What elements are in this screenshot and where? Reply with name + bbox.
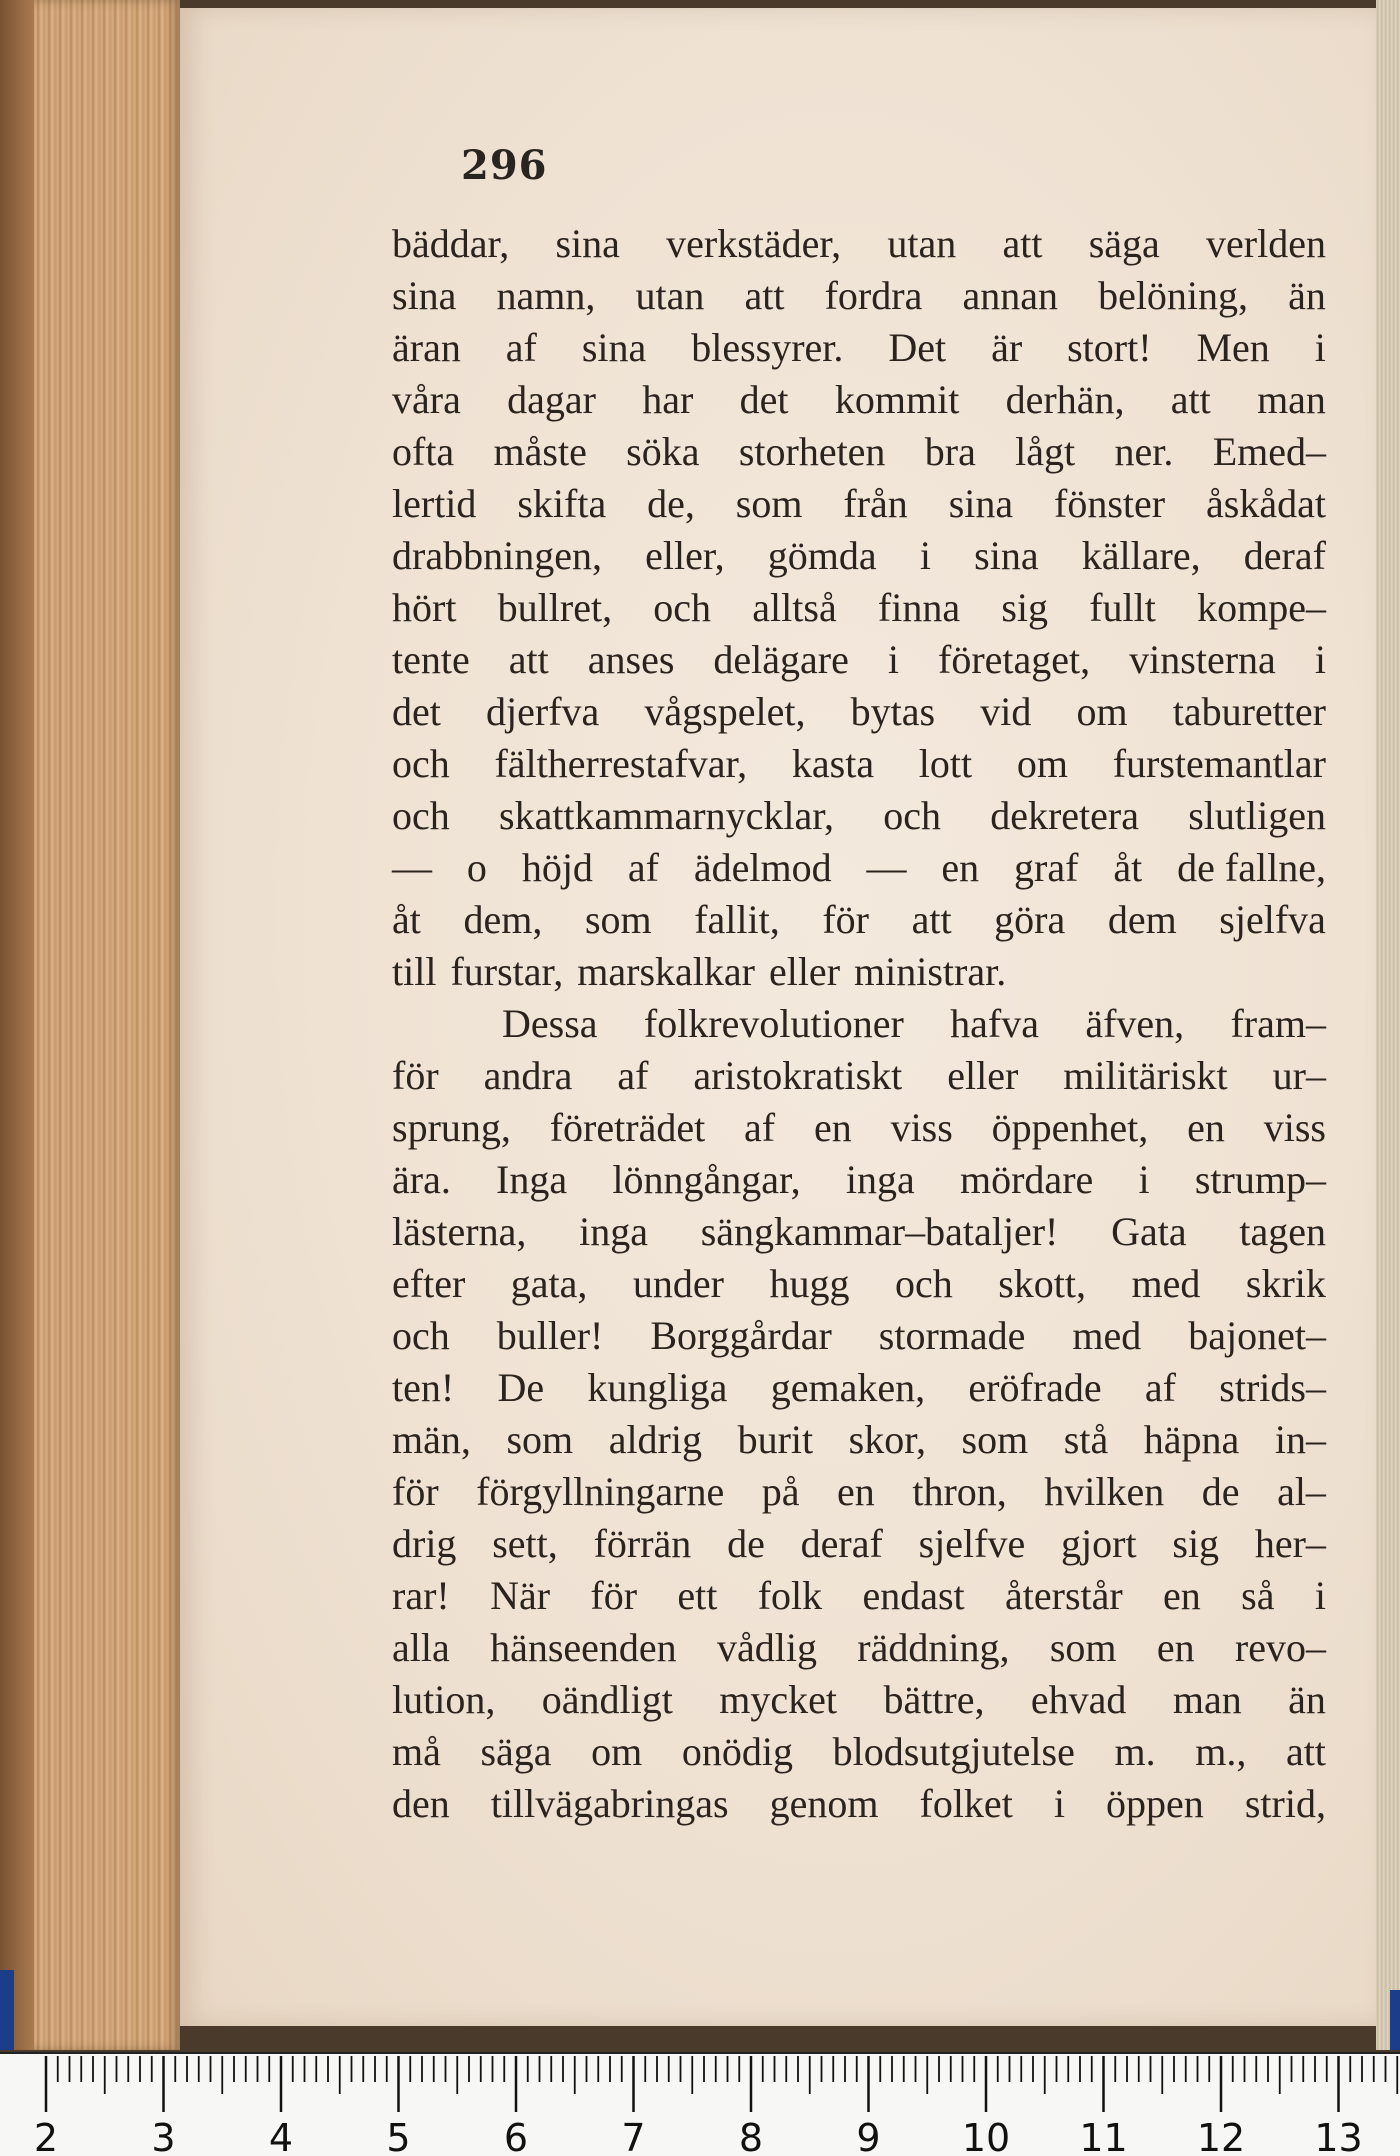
word: eller	[768, 949, 841, 994]
word: de	[1201, 1469, 1240, 1514]
word: militäriskt	[1063, 1053, 1228, 1098]
word: efter	[392, 1261, 466, 1306]
word: att	[1170, 377, 1211, 422]
word: än	[1288, 1677, 1326, 1722]
ruler-label: 3	[151, 2116, 176, 2156]
word: her–	[1254, 1521, 1326, 1566]
word: som	[1049, 1625, 1117, 1670]
word: en	[1156, 1625, 1195, 1670]
word: eller	[947, 1053, 1019, 1098]
word: företaget,	[938, 637, 1091, 682]
word: våra	[392, 377, 461, 422]
word: furstar,	[450, 949, 564, 994]
word: ofta	[392, 429, 455, 474]
word: att	[508, 637, 549, 682]
word: tagen	[1239, 1209, 1326, 1254]
text-line	[392, 1778, 1326, 1830]
word: viss	[1263, 1105, 1326, 1150]
word: som	[735, 481, 803, 526]
word: dem	[1107, 897, 1177, 942]
word: vådlig	[716, 1625, 817, 1670]
word: anses	[587, 637, 675, 682]
word: sängkammar–bataljer!	[700, 1209, 1059, 1254]
word: blessyrer.	[691, 325, 844, 370]
word: dagar	[507, 377, 596, 422]
word: burit	[737, 1417, 814, 1462]
word: af	[744, 1105, 776, 1150]
word: från	[843, 481, 908, 526]
word: för	[392, 1469, 439, 1514]
word: fönster	[1054, 481, 1166, 526]
word: att	[911, 897, 952, 942]
word: fullt	[1089, 585, 1156, 630]
word: —	[392, 845, 432, 890]
word: företrädet	[549, 1105, 706, 1150]
word: furstemantlar	[1112, 741, 1326, 786]
word: eröfrade	[968, 1365, 1102, 1410]
word: om	[591, 1729, 643, 1774]
blue-ribbon-marker-right	[1390, 1990, 1400, 2050]
text-line	[392, 1206, 1326, 1258]
word: i	[1314, 325, 1326, 370]
word: aldrig	[608, 1417, 702, 1462]
word: är	[991, 325, 1023, 370]
word: Det	[888, 325, 947, 370]
word: och	[894, 1261, 953, 1306]
word: med	[1072, 1313, 1142, 1358]
word: taburetter	[1172, 689, 1326, 734]
word: måste	[493, 429, 587, 474]
word: sett,	[492, 1521, 558, 1566]
text-line	[392, 218, 1326, 270]
word: som	[506, 1417, 574, 1462]
word: sprung,	[392, 1105, 511, 1150]
word: af	[627, 845, 659, 890]
ruler-label: 13	[1314, 2116, 1363, 2156]
text-line	[392, 1050, 1326, 1102]
text-line	[392, 582, 1326, 634]
text-line	[392, 426, 1326, 478]
word: sina	[948, 481, 1014, 526]
word: bäddar,	[392, 221, 510, 266]
word: När	[490, 1573, 551, 1618]
word: storheten	[738, 429, 886, 474]
word: bytas	[850, 689, 936, 734]
word: genom	[769, 1781, 879, 1826]
word: strid,	[1244, 1781, 1326, 1826]
word: af	[505, 325, 537, 370]
word: om	[1016, 741, 1068, 786]
word: källare,	[1081, 533, 1201, 578]
word: den	[392, 1781, 450, 1826]
word: kompe–	[1197, 585, 1326, 630]
word: gömda	[767, 533, 877, 578]
ruler-label: 5	[386, 2116, 411, 2156]
word: en	[1187, 1105, 1225, 1150]
word: m.	[1114, 1729, 1156, 1774]
word: de,	[647, 481, 695, 526]
word: stormade	[878, 1313, 1026, 1358]
word: hugg	[769, 1261, 850, 1306]
word: om	[1076, 689, 1128, 734]
word: sig	[1172, 1521, 1220, 1566]
word: delägare	[713, 637, 849, 682]
ruler-label: 11	[1079, 2116, 1128, 2156]
page-number: 296	[461, 142, 548, 189]
word: sina	[581, 325, 647, 370]
word: lönngångar,	[612, 1157, 801, 1202]
word: man	[1257, 377, 1326, 422]
word: att	[1285, 1729, 1326, 1774]
ruler-label: 10	[961, 2116, 1011, 2156]
word: af	[617, 1053, 649, 1098]
word: kungliga	[587, 1365, 728, 1410]
word: hört	[392, 585, 457, 630]
word: må	[392, 1729, 441, 1774]
word: som	[584, 897, 652, 942]
word: al–	[1277, 1469, 1326, 1514]
word: i	[919, 533, 931, 578]
word: så	[1241, 1573, 1275, 1618]
word: och	[653, 585, 712, 630]
word: af	[1144, 1365, 1176, 1410]
word: derhän,	[1005, 377, 1125, 422]
word: sjelfve	[918, 1521, 1026, 1566]
word: Dessa	[502, 1001, 598, 1046]
word: under	[632, 1261, 724, 1306]
word: och	[392, 741, 450, 786]
word: räddning,	[857, 1625, 1010, 1670]
word: marskalkar	[577, 949, 755, 994]
word: lertid	[392, 481, 477, 526]
word: viss	[890, 1105, 953, 1150]
word: oändligt	[541, 1677, 673, 1722]
text-line	[392, 1622, 1326, 1674]
word: lution,	[392, 1677, 496, 1722]
word: hafva	[950, 1001, 1039, 1046]
word: m.,	[1195, 1729, 1247, 1774]
word: höjd	[521, 845, 593, 890]
word: utan	[887, 221, 957, 266]
word: för	[590, 1573, 638, 1618]
word: män,	[392, 1417, 471, 1462]
word: de	[727, 1521, 765, 1566]
word: än	[1288, 273, 1326, 318]
word: förgyllningarne	[476, 1469, 725, 1514]
text-line	[392, 1414, 1326, 1466]
word: ädelmod	[693, 845, 832, 890]
word: sina	[392, 273, 457, 318]
word: lästerna,	[392, 1209, 527, 1254]
word: skott,	[998, 1261, 1087, 1306]
text-line	[392, 998, 1326, 1050]
word: verkstäder,	[666, 221, 842, 266]
word: bra	[924, 429, 976, 474]
text-line	[392, 1674, 1326, 1726]
word: De	[497, 1365, 545, 1410]
word: en	[837, 1469, 875, 1514]
word: gemaken,	[770, 1365, 926, 1410]
word: äfven,	[1085, 1001, 1185, 1046]
word: deraf	[1243, 533, 1326, 578]
word: alltså	[752, 585, 837, 630]
text-line	[392, 478, 1326, 530]
word: stå	[1063, 1417, 1109, 1462]
ruler-label: 6	[503, 2116, 529, 2156]
ruler-label: 2	[33, 2116, 59, 2156]
text-line	[392, 1362, 1326, 1414]
word: bajonet–	[1188, 1313, 1326, 1358]
text-line	[392, 686, 1326, 738]
word: utan	[635, 273, 705, 318]
word: bullret,	[497, 585, 613, 630]
word: ära.	[392, 1157, 451, 1202]
word: det	[739, 377, 789, 422]
word: inga	[845, 1157, 915, 1202]
text-line	[392, 1726, 1326, 1778]
text-line	[392, 790, 1326, 842]
word: för	[822, 897, 869, 942]
word: deraf	[800, 1521, 883, 1566]
measurement-ruler	[0, 2052, 1400, 2156]
word: söka	[626, 429, 700, 474]
word: sina	[555, 221, 620, 266]
word: för	[392, 1053, 439, 1098]
word: säga	[1088, 221, 1160, 266]
word: en	[813, 1105, 852, 1150]
text-line	[392, 842, 1326, 894]
word: finna	[877, 585, 961, 630]
word: slutligen	[1188, 793, 1326, 838]
word: man	[1172, 1677, 1242, 1722]
word: äran	[392, 325, 461, 370]
text-line	[392, 270, 1326, 322]
word: strids–	[1219, 1365, 1326, 1410]
word: skor,	[848, 1417, 926, 1462]
word: Borggårdar	[650, 1313, 832, 1358]
ruler-label: 12	[1196, 2116, 1246, 2156]
word: kommit	[834, 377, 960, 422]
word: bättre,	[883, 1677, 985, 1722]
word: en	[1163, 1573, 1201, 1618]
word: Emed–	[1212, 429, 1326, 474]
ruler-label: 9	[856, 2116, 881, 2156]
word: på	[761, 1469, 800, 1514]
text-line	[392, 374, 1326, 426]
word: drabbningen,	[392, 533, 602, 578]
word: revo–	[1234, 1625, 1326, 1670]
word: endast	[862, 1573, 965, 1618]
word: göra	[994, 897, 1066, 942]
word: tillvägabringas	[490, 1781, 729, 1826]
word: att	[744, 273, 785, 318]
text-line	[392, 1154, 1326, 1206]
word: hvilken	[1044, 1469, 1165, 1514]
word: Gata	[1111, 1209, 1187, 1254]
word: folket	[919, 1781, 1013, 1826]
word: åskådat	[1206, 481, 1326, 526]
word: —	[866, 845, 907, 890]
word: Inga	[496, 1157, 568, 1202]
word: sjelfva	[1219, 897, 1326, 942]
word: buller!	[496, 1313, 604, 1358]
word: och	[392, 1313, 450, 1358]
word: skattkammarnycklar,	[499, 793, 834, 838]
word: rar!	[392, 1573, 450, 1618]
word: i	[1314, 1573, 1326, 1618]
word: förrän	[593, 1521, 692, 1566]
word: med	[1131, 1261, 1201, 1306]
word: gjort	[1061, 1521, 1137, 1566]
text-line	[392, 634, 1326, 686]
word: vid	[980, 689, 1032, 734]
word: sig	[1001, 585, 1049, 630]
text-line	[392, 322, 1326, 374]
text-line	[392, 530, 1326, 582]
word: Men	[1196, 325, 1270, 370]
word: ner.	[1114, 429, 1174, 474]
word: skrik	[1245, 1261, 1326, 1306]
blue-ribbon-marker	[0, 1970, 14, 2050]
word: en	[941, 845, 980, 890]
word: fram–	[1230, 1001, 1326, 1046]
word: vågspelet,	[644, 689, 806, 734]
word: i	[887, 637, 899, 682]
word: lott	[918, 741, 973, 786]
word: i	[1314, 637, 1326, 682]
word: och	[883, 793, 941, 838]
word: thron,	[912, 1469, 1007, 1514]
word: och	[392, 793, 450, 838]
word: fallit,	[694, 897, 780, 942]
word: det	[392, 689, 441, 734]
word: ten!	[392, 1365, 455, 1410]
word: har	[642, 377, 694, 422]
word: fältherrestafvar,	[494, 741, 748, 786]
word: att	[1002, 221, 1043, 266]
text-line	[392, 738, 1326, 790]
word: lågt	[1015, 429, 1076, 474]
ruler-label: 7	[621, 2116, 646, 2156]
word: o	[466, 845, 487, 890]
word: annan	[962, 273, 1058, 318]
word: sina	[974, 533, 1039, 578]
word: i	[1053, 1781, 1065, 1826]
word: verlden	[1206, 221, 1326, 266]
word: till	[392, 949, 437, 994]
text-line	[392, 1570, 1326, 1622]
word: ett	[677, 1573, 718, 1618]
word: blodsutgjutelse	[832, 1729, 1075, 1774]
text-line	[392, 1102, 1326, 1154]
text-line	[392, 1258, 1326, 1310]
word: folk	[757, 1573, 823, 1618]
text-line	[392, 1518, 1326, 1570]
word: onödig	[681, 1729, 794, 1774]
word: drig	[392, 1521, 457, 1566]
word: andra	[483, 1053, 573, 1098]
ruler-label: 8	[738, 2116, 764, 2156]
word: belöning,	[1098, 273, 1249, 318]
word: säga	[480, 1729, 552, 1774]
word: mördare	[960, 1157, 1094, 1202]
word: djerfva	[486, 689, 600, 734]
ruler-ticks	[0, 2054, 1400, 2156]
word: folkrevolutioner	[643, 1001, 904, 1046]
word: in–	[1274, 1417, 1326, 1462]
word: kasta	[791, 741, 875, 786]
text-line	[392, 946, 1326, 998]
word: fordra	[824, 273, 923, 318]
word: åt	[1113, 845, 1143, 890]
word: dekretera	[990, 793, 1139, 838]
word: gata,	[510, 1261, 588, 1306]
text-line	[392, 894, 1326, 946]
word: stort!	[1067, 325, 1152, 370]
text-line	[392, 1466, 1326, 1518]
word: eller,	[645, 533, 725, 578]
word: graf	[1014, 845, 1079, 890]
word: strump–	[1194, 1157, 1326, 1202]
word: namn,	[496, 273, 596, 318]
word: tente	[392, 637, 470, 682]
word: åt	[392, 897, 421, 942]
word: ehvad	[1030, 1677, 1127, 1722]
word: alla	[392, 1625, 450, 1670]
body-text	[392, 218, 1326, 1830]
word: de fallne,	[1177, 845, 1326, 890]
word: dem,	[463, 897, 543, 942]
word: som	[961, 1417, 1029, 1462]
word: skifta	[517, 481, 607, 526]
book-page-edges-left	[0, 0, 180, 2050]
word: aristokratiskt	[693, 1053, 903, 1098]
word: i	[1138, 1157, 1150, 1202]
word: vinsterna	[1129, 637, 1276, 682]
word: hänseenden	[490, 1625, 677, 1670]
book-page-edges-right	[1376, 0, 1400, 2050]
word: ministrar.	[854, 949, 1007, 994]
word: häpna	[1143, 1417, 1240, 1462]
text-line	[392, 1310, 1326, 1362]
ruler-label: 4	[268, 2116, 294, 2156]
word: öppenhet,	[991, 1105, 1149, 1150]
word: ur–	[1272, 1053, 1326, 1098]
word: inga	[579, 1209, 648, 1254]
word: återstår	[1005, 1573, 1123, 1618]
word: öppen	[1106, 1781, 1204, 1826]
word: mycket	[719, 1677, 838, 1722]
